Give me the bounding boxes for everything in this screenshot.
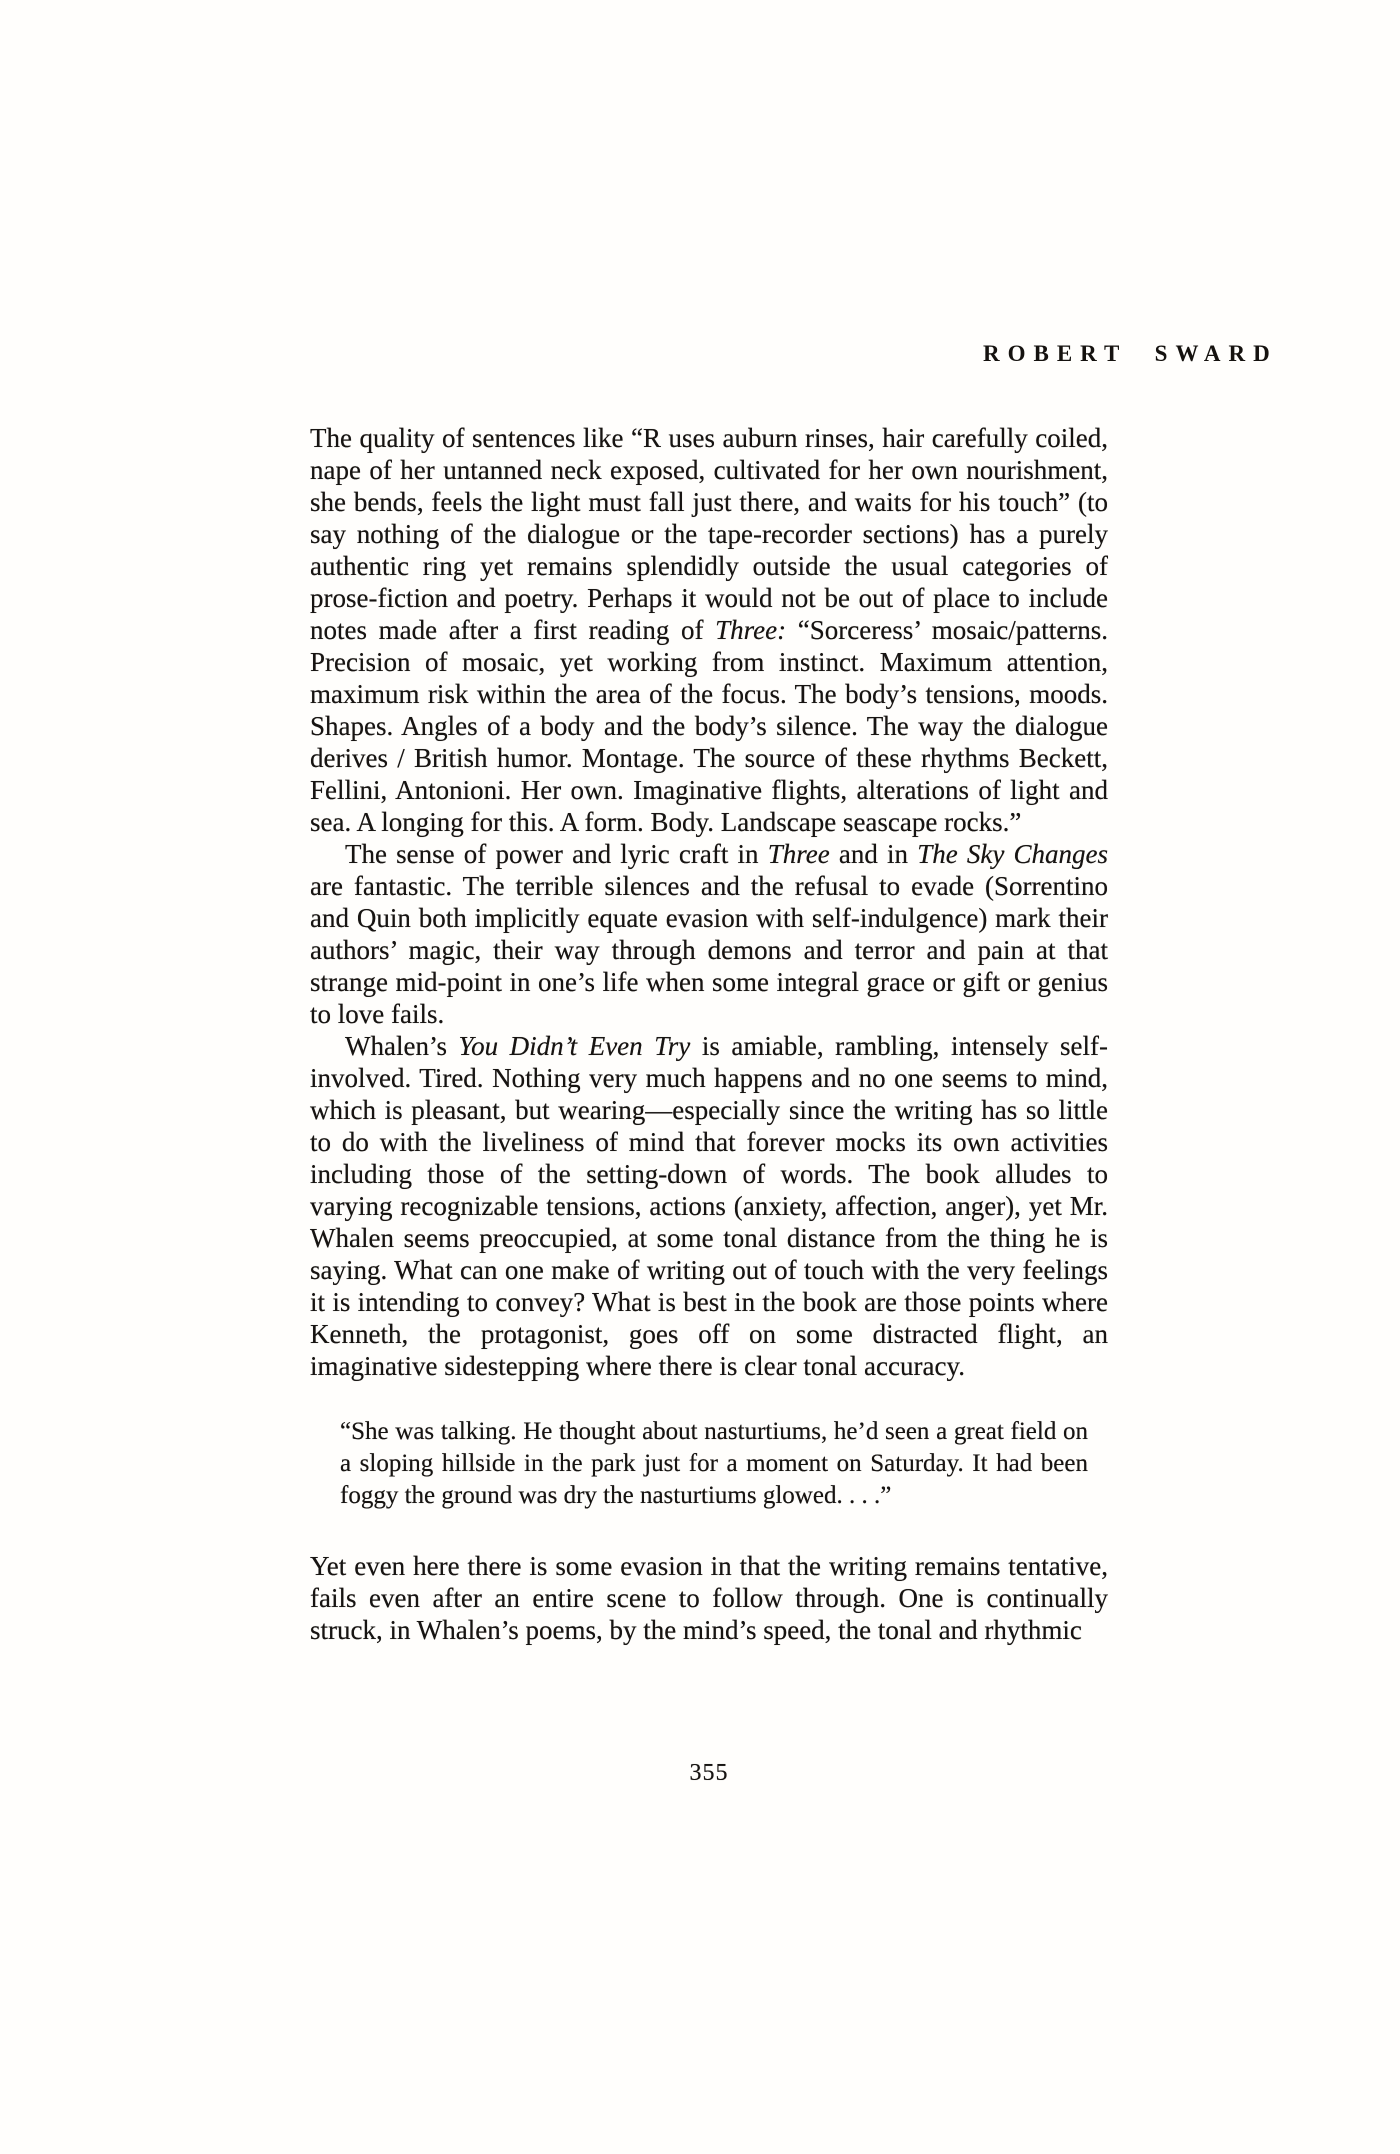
paragraph-whalens-book: Whalen’s You Didn’t Even Try is amiable, rambling, intensely self-involved. Tired. Nothing very much happens and no one seems to mind, which is pleasant, but wearing—especially since the writing has so little to do with the liveliness of mind that forever mocks its own activities including those of the setting-down of words. The book alludes to varying recognizable tensions, actions (anxiety, affection, anger), yet Mr. Whalen seems preoccupied, at some tonal distance from the thing he is saying. What can one make of writing out of touch with the very feelings it is intending to convey? What is best in the book are those points where Kenneth, the protagonist, goes off on some distracted flight, an imaginative sidestepping where there is clear tonal accuracy. bbox=[310, 1031, 1108, 1381]
text-block bbox=[310, 422, 1108, 1646]
paragraph-sense-of-power: The sense of power and lyric craft in Three and in The Sky Changes are fantastic. The terrible silences and the refusal to evade (Sorrentino and Quin both implicitly equate evasion with self-indulgence) mark their authors’ magic, their way through demons and terror and pain at that strange mid-point in one’s life when some integral grace or gift or genius to love fails. bbox=[310, 839, 1108, 1029]
paragraph-quality-of-sentences: The quality of sentences like “R uses auburn rinses, hair carefully coiled, nape of her untanned neck exposed, cultivated for her own nourishment, she bends, feels the light must fall just there, and waits for his touch” (to say nothing of the dialogue or the tape-recorder sections) has a purely authentic ring yet remains splendidly outside the usual categories of prose-fiction and poetry. Perhaps it would not be out of place to include notes made after a first reading of Three: “Sorceress’ mosaic/patterns. Precision of mosaic, yet working from instinct. Maximum attention, maximum risk within the area of the focus. The body’s tensions, moods. Shapes. Angles of a body and the body’s silence. The way the dialogue derives / British humor. Montage. The source of these rhythms Beckett, Fellini, Antonioni. Her own. Imaginative flights, alterations of light and sea. A longing for this. A form. Body. Landscape seascape rocks.” bbox=[310, 423, 1109, 837]
paragraph-yet-even-here: Yet even here there is some evasion in that the writing remains tentative, fails even after an entire scene to follow through. One is continually struck, in Whalen’s poems, by the mind’s speed, the tonal and rhythmic bbox=[310, 1551, 1108, 1645]
running-head-author: ROBERT SWARD bbox=[983, 341, 1278, 366]
page-number: 355 bbox=[689, 1760, 729, 1786]
blockquote-nasturtiums-excerpt: “She was talking. He thought about nasturtiums, he’d seen a great field on a sloping hillside in the park just for a moment on Saturday. It had been foggy the ground was dry the nasturtiums glowed. . . .” bbox=[340, 1418, 1088, 1509]
